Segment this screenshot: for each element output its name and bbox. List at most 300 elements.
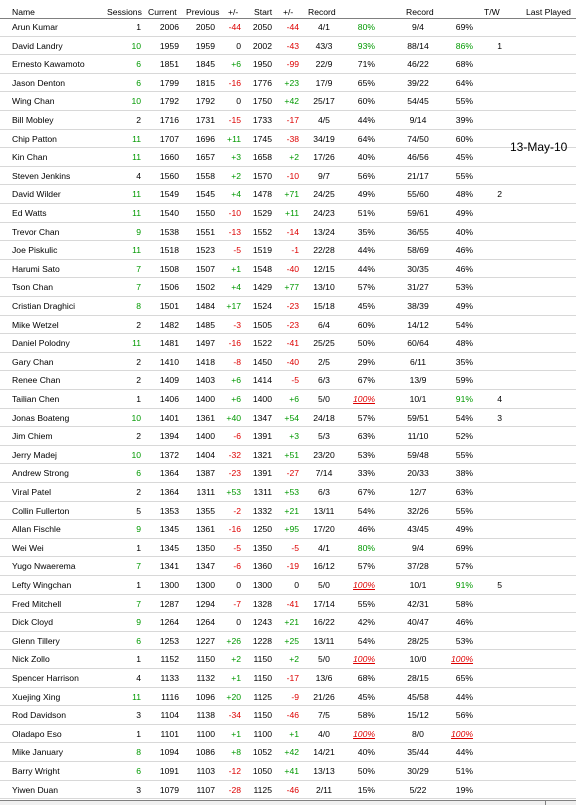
cell-name: Yiwen Duan [12,784,59,795]
cell-rec2: 8/0 [412,728,424,739]
cell-sessions: 10 [131,449,141,460]
cell-pm1: -6 [233,561,241,572]
cell-start: 1311 [253,487,272,497]
cell-previous: 1545 [195,189,215,200]
cell-tw: 1 [497,40,502,51]
cell-rec2: 59/51 [407,412,429,423]
cell-rec2: 37/28 [407,561,429,572]
cell-current: 1560 [159,170,179,181]
cell-current: 1959 [159,40,179,51]
cell-start: 1391 [252,431,272,442]
cell-pm2: -46 [286,710,299,721]
cell-pm2: +2 [289,654,299,665]
cell-previous: 1845 [195,59,215,70]
cell-previous: 1507 [195,263,215,274]
table-row[interactable] [0,18,576,37]
header-record-total[interactable]: Record [406,7,434,17]
cell-pct1: 54% [357,505,375,516]
cell-pct1: 55% [357,598,375,609]
cell-rec1: 14/21 [313,747,335,758]
table-row[interactable] [0,576,576,595]
horizontal-scrollbar[interactable] [0,800,576,805]
cell-pct1: 65% [357,77,375,88]
cell-rec2: 54/45 [407,96,429,107]
cell-name: Xuejing Xing [12,691,61,702]
cell-sessions: 9 [136,226,141,237]
header-previous[interactable]: Previous [186,7,220,17]
cell-current: 1364 [159,468,179,479]
cell-pm2: -5 [291,542,299,553]
cell-previous: 1107 [196,784,215,795]
cell-name: Mike January [12,747,64,758]
cell-sessions: 10 [131,96,141,107]
cell-start: 1052 [252,747,272,758]
cell-previous: 1400 [195,431,215,442]
table-row[interactable] [0,706,576,725]
cell-start: 1391 [252,468,272,479]
cell-pm2: -23 [286,301,299,311]
cell-start: 1328 [252,598,272,609]
cell-current: 1394 [159,431,179,442]
cell-start: 1150 [253,710,272,721]
cell-rec1: 24/18 [313,412,335,423]
table-row[interactable] [0,464,576,483]
table-row[interactable] [0,111,576,130]
cell-start: 1529 [252,208,272,218]
cell-pct2: 19% [455,784,473,795]
cell-sessions: 6 [136,468,141,479]
cell-previous: 1551 [195,226,215,237]
cell-name: Ernesto Kawamoto [12,59,85,70]
cell-start: 1321 [252,449,272,460]
cell-rec2: 45/58 [407,691,429,702]
table-row[interactable] [0,55,576,74]
cell-rec1: 6/3 [318,487,330,497]
cell-rec1: 17/9 [315,77,333,88]
cell-current: 1851 [159,59,179,70]
cell-rec1: 13/13 [313,766,335,776]
cell-rec1: 4/1 [318,542,330,553]
cell-pct2: 54% [455,319,473,330]
cell-pm1: 0 [236,96,241,107]
cell-pm2: -27 [286,468,299,479]
cell-pct2: 44% [455,747,473,758]
cell-previous: 1731 [195,115,215,125]
cell-rec2: 46/22 [407,59,429,70]
table-row[interactable] [0,743,576,762]
cell-start: 1125 [253,691,272,702]
cell-current: 1116 [161,691,179,702]
cell-start: 1250 [252,524,272,535]
cell-sessions: 2 [136,115,141,125]
cell-name: Fred Mitchell [12,598,62,609]
cell-pct2: 58% [455,598,473,609]
cell-pm2: -17 [286,115,299,125]
cell-previous: 1300 [195,580,215,590]
table-row[interactable] [0,781,576,800]
header-last-played[interactable]: Last Played [526,7,571,17]
cell-pct1: 49% [357,189,375,200]
table-row[interactable] [0,483,576,502]
cell-sessions: 1 [136,394,141,404]
cell-current: 1364 [159,487,179,497]
cell-pct1: 42% [357,617,375,628]
cell-name: Jason Denton [12,77,66,88]
cell-start: 1505 [252,319,272,330]
last-played-date: 13-May-10 [510,140,568,154]
cell-start: 1950 [252,59,272,70]
cell-rec1: 16/22 [313,617,335,628]
cell-rec2: 32/26 [407,505,429,516]
cell-previous: 1132 [196,673,215,683]
table-row[interactable] [0,520,576,539]
cell-pct2: 69% [455,22,473,32]
cell-rec1: 6/3 [318,375,330,386]
cell-pm2: -19 [286,561,299,572]
header-change-start[interactable]: +/- [283,7,294,17]
cell-rec2: 38/39 [407,301,429,311]
cell-pm1: -28 [228,784,241,795]
cell-current: 1372 [159,449,179,460]
table-row[interactable] [0,502,576,521]
table-row[interactable] [0,334,576,353]
cell-sessions: 6 [136,59,141,70]
cell-sessions: 9 [136,617,141,628]
cell-rec1: 9/7 [318,170,330,181]
cell-rec2: 11/10 [407,431,429,442]
cell-pm2: +3 [289,431,299,442]
cell-pm1: -5 [233,542,241,553]
cell-tw: 5 [497,580,502,590]
cell-pm1: +11 [227,133,241,144]
cell-pm1: -44 [228,22,241,32]
cell-pm1: -16 [228,77,241,88]
cell-previous: 1497 [195,338,215,349]
header-tw[interactable]: T/W [484,7,500,17]
cell-pct2: 40% [455,226,473,237]
table-row[interactable] [0,167,576,186]
cell-previous: 1523 [195,245,215,256]
cell-current: 1506 [159,282,179,293]
cell-pm1: -7 [233,598,241,609]
table-row[interactable] [0,427,576,446]
cell-pct1: 63% [357,431,375,442]
table-row[interactable] [0,725,576,744]
cell-start: 1429 [252,282,272,293]
cell-rec1: 13/11 [313,505,335,516]
cell-rec2: 39/22 [407,77,429,88]
cell-sessions: 1 [136,22,141,32]
table-row[interactable] [0,409,576,428]
table-row[interactable] [0,185,576,204]
cell-current: 1094 [159,747,179,758]
cell-pct1: 35% [357,226,375,237]
cell-pm1: 0 [236,580,241,590]
cell-name: Yugo Nwaerema [12,561,76,572]
cell-sessions: 4 [136,673,141,683]
table-row[interactable] [0,223,576,242]
cell-start: 1228 [252,635,272,646]
cell-pct2: 63% [455,487,473,497]
table-row[interactable] [0,241,576,260]
table-row[interactable] [0,371,576,390]
table-row[interactable] [0,557,576,576]
cell-sessions: 11 [132,208,141,218]
cell-pm1: -8 [233,356,241,367]
cell-pm1: +6 [231,394,241,404]
cell-sessions: 8 [136,301,141,311]
header-change-prev[interactable]: +/- [228,7,239,17]
cell-pm1: -13 [228,226,241,237]
cell-rec1: 4/0 [318,728,330,739]
cell-start: 1400 [252,394,272,404]
cell-pm2: -99 [286,59,299,70]
cell-current: 1353 [159,505,179,516]
cell-rec1: 5/0 [318,654,330,665]
cell-sessions: 4 [136,170,141,181]
cell-pm1: -5 [233,245,241,256]
cell-pct2: 49% [455,301,473,311]
cell-rec1: 24/23 [313,208,335,218]
cell-rec2: 59/48 [407,449,429,460]
cell-sessions: 1 [136,728,141,739]
cell-name: Ed Watts [12,208,47,218]
table-row[interactable] [0,595,576,614]
cell-pm2: +2 [289,152,299,163]
cell-name: Joe Piskulic [12,245,58,256]
cell-pct1: 40% [357,152,375,163]
cell-pm2: +51 [284,449,299,460]
cell-pm1: 0 [236,40,241,51]
cell-tw: 4 [497,394,502,404]
table-row[interactable] [0,650,576,669]
cell-previous: 1103 [196,766,215,776]
cell-pct2: 48% [455,338,473,349]
cell-name: Jonas Boateng [12,412,70,423]
cell-rec1: 13/11 [313,635,335,646]
table-row[interactable] [0,37,576,56]
cell-sessions: 5 [136,505,141,516]
table-row[interactable] [0,446,576,465]
cell-pm1: +26 [226,635,241,646]
table-row[interactable] [0,688,576,707]
table-row[interactable] [0,613,576,632]
cell-rec1: 5/0 [318,394,330,404]
cell-name: Wing Chan [12,96,55,107]
table-row[interactable] [0,669,576,688]
cell-pm1: -6 [233,431,241,442]
cell-current: 1707 [159,133,179,144]
cell-pm2: +11 [285,208,299,218]
cell-sessions: 11 [132,152,141,163]
cell-current: 1133 [160,673,179,683]
cell-pm1: +3 [231,152,241,163]
cell-rec2: 10/1 [409,580,427,590]
table-row[interactable] [0,204,576,223]
cell-start: 1658 [252,152,272,163]
cell-current: 1501 [159,301,179,311]
cell-current: 1341 [159,561,179,572]
cell-rec2: 9/4 [412,22,424,32]
cell-pm2: +95 [284,524,299,535]
cell-pm1: -16 [228,338,241,349]
cell-pm1: +6 [231,375,241,386]
scroll-marker [545,801,546,805]
cell-pct1: 44% [357,115,375,125]
cell-previous: 1361 [195,524,215,535]
cell-pct1: 46% [357,524,375,535]
cell-pm1: -10 [228,208,241,218]
cell-previous: 1400 [195,394,215,404]
cell-name: David Wilder [12,189,61,200]
cell-pct1: 29% [357,356,375,367]
cell-pct2: 53% [455,282,473,293]
cell-start: 1125 [253,784,272,795]
cell-current: 1660 [159,152,179,163]
cell-pm2: +53 [284,487,299,497]
cell-sessions: 6 [136,766,141,776]
table-row[interactable] [0,632,576,651]
cell-current: 1799 [159,77,179,88]
cell-name: Cristian Draghici [12,301,76,311]
cell-current: 1152 [160,654,179,665]
header-name[interactable]: Name [12,7,35,17]
cell-previous: 1387 [195,468,215,479]
cell-pct1: 45% [357,691,375,702]
cell-pct2: 54% [455,412,473,423]
cell-rec2: 14/12 [407,319,429,330]
cell-current: 1091 [159,766,179,776]
cell-sessions: 2 [136,487,141,497]
header-start[interactable]: Start [254,7,273,17]
cell-sessions: 6 [136,77,141,88]
cell-pct2: 100% [451,654,473,665]
header-sessions[interactable]: Sessions [107,7,142,17]
cell-pm1: +20 [226,691,241,702]
cell-previous: 1558 [195,170,215,181]
cell-previous: 1350 [195,542,215,553]
cell-start: 1150 [253,673,272,683]
header-record-session[interactable]: Record [308,7,336,17]
cell-pct2: 38% [455,468,473,479]
cell-rec2: 40/47 [407,617,429,628]
table-row[interactable] [0,297,576,316]
cell-rec2: 60/64 [407,338,429,349]
cell-pm2: +1 [289,728,299,739]
cell-start: 2050 [252,22,272,32]
cell-rec2: 10/0 [409,654,427,665]
cell-rec2: 58/69 [407,245,429,256]
cell-pm2: -9 [291,691,299,702]
cell-rec1: 7/5 [318,710,330,721]
cell-previous: 1264 [195,617,215,628]
cell-current: 1300 [159,580,179,590]
cell-start: 1478 [252,189,272,200]
cell-previous: 1355 [195,505,215,516]
table-row[interactable] [0,539,576,558]
cell-rec1: 43/3 [315,40,333,51]
cell-previous: 1815 [195,77,215,88]
cell-pm2: -14 [286,226,299,237]
cell-sessions: 11 [132,189,141,200]
cell-rec1: 22/28 [313,245,335,256]
table-row[interactable] [0,762,576,781]
cell-previous: 1404 [195,449,215,460]
cell-name: Glenn Tillery [12,635,60,646]
cell-pct2: 44% [455,691,473,702]
table-row[interactable] [0,316,576,335]
table-row[interactable] [0,390,576,409]
table-row[interactable] [0,130,576,149]
cell-sessions: 10 [131,40,141,51]
table-row[interactable] [0,74,576,93]
cell-previous: 1696 [195,133,215,144]
cell-name: Jerry Madej [12,449,57,460]
cell-pm2: +42 [284,747,299,758]
cell-pct2: 45% [455,152,473,163]
cell-sessions: 1 [136,580,141,590]
cell-sessions: 10 [131,412,141,423]
cell-pm2: -40 [286,356,299,367]
cell-pct2: 52% [455,431,473,442]
cell-current: 1079 [159,784,179,795]
cell-start: 1350 [252,542,272,553]
table-row[interactable] [0,92,576,111]
cell-rec2: 20/33 [407,468,429,479]
cell-rec2: 59/61 [407,208,429,218]
cell-rec2: 9/4 [412,542,424,553]
cell-pct2: 55% [455,449,473,460]
cell-start: 1414 [252,375,272,386]
cell-current: 1101 [160,728,179,739]
table-row[interactable] [0,260,576,279]
cell-sessions: 6 [136,635,141,646]
cell-pm2: -43 [286,40,299,51]
cell-pct2: 64% [455,77,473,88]
cell-pct1: 53% [357,449,375,460]
cell-rec2: 28/25 [407,635,429,646]
cell-pct1: 60% [357,96,375,107]
cell-current: 1409 [159,375,179,386]
cell-previous: 1959 [195,40,215,51]
cell-current: 1287 [159,598,179,609]
cell-sessions: 2 [136,375,141,386]
table-row[interactable] [0,353,576,372]
cell-rec2: 12/7 [409,487,427,497]
cell-pm2: +71 [284,189,299,200]
cell-previous: 1484 [195,301,215,311]
cell-pct2: 60% [455,133,473,144]
cell-name: Dick Cloyd [12,617,54,628]
cell-pct1: 64% [357,133,375,144]
header-current[interactable]: Current [148,7,177,17]
cell-sessions: 8 [136,747,141,758]
cell-rec1: 4/1 [318,22,330,32]
cell-pct2: 57% [455,561,473,572]
cell-rec2: 13/9 [409,375,427,386]
table-row[interactable] [0,148,576,167]
cell-pct1: 57% [357,561,375,572]
table-row[interactable] [0,278,576,297]
cell-current: 1518 [159,245,179,256]
cell-pm1: -32 [228,449,241,460]
cell-start: 1100 [253,728,272,739]
cell-pct2: 91% [455,394,473,404]
cell-pm1: -2 [233,505,241,516]
cell-pct1: 44% [357,245,375,256]
cell-start: 1570 [252,170,272,181]
cell-name: Viral Patel [12,487,52,497]
